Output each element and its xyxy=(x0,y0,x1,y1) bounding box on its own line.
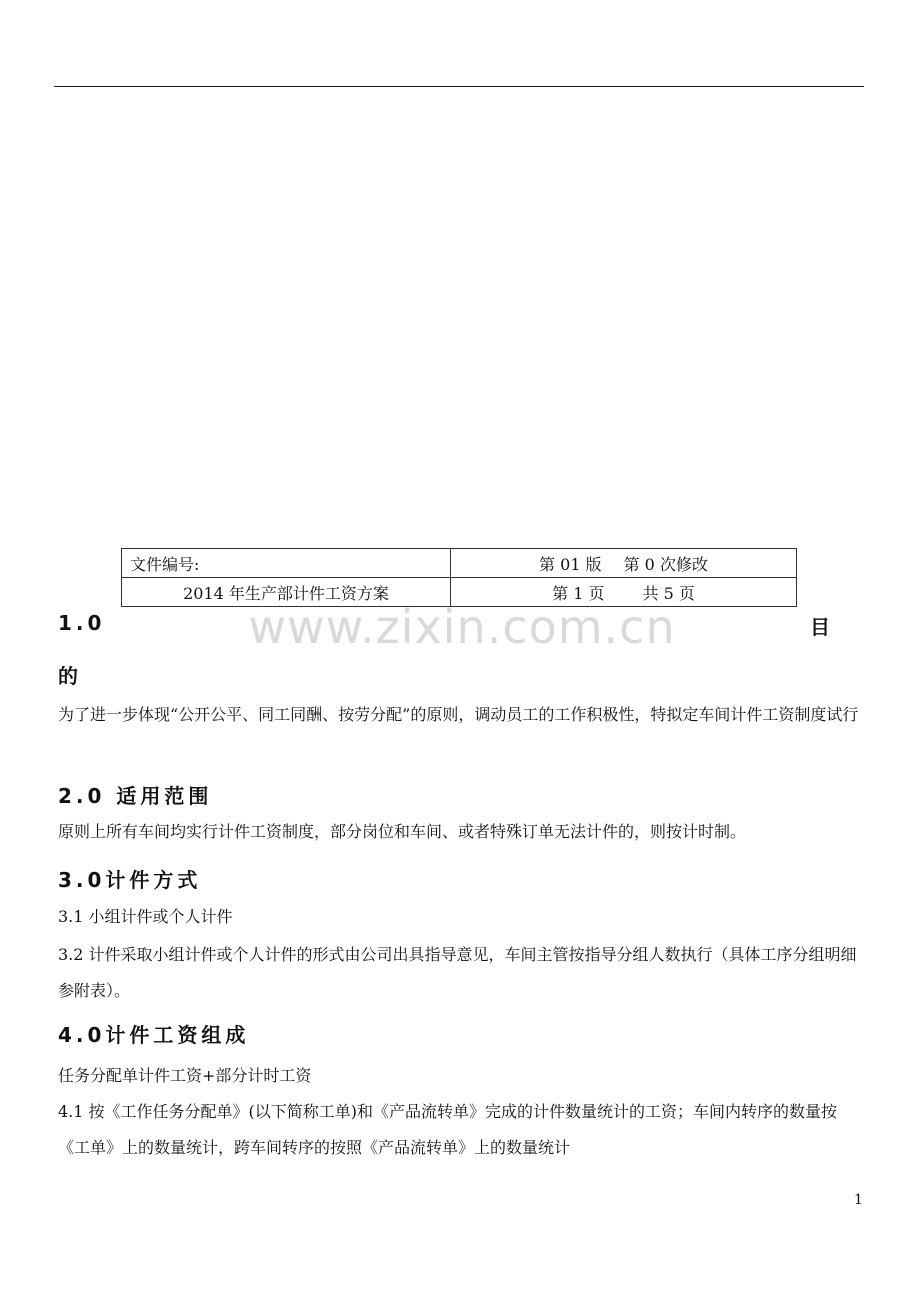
page-number: 1 xyxy=(854,1192,863,1208)
section-3-1: 3.1 小组计件或个人计件 xyxy=(58,907,233,926)
section-1-body: 为了进一步体现“公开公平、同工同酬、按劳分配”的原则，调动员工的工作积极性，特拟定车间计件工资制度试行 xyxy=(58,705,859,724)
version-cell xyxy=(451,549,797,578)
section-2-heading: 2.0 适用范围 xyxy=(58,784,213,808)
watermark: www.zixin.com.cn xyxy=(248,600,676,654)
page-total: 共 5 页 xyxy=(642,583,695,603)
revision-number: 第 0 次修改 xyxy=(623,554,708,574)
header-rule xyxy=(54,86,864,87)
section-1-number: 1.0 xyxy=(58,611,106,635)
section-1-title-part2: 的 xyxy=(58,664,82,688)
section-4-heading: 4.0计件工资组成 xyxy=(58,1023,250,1047)
page-current: 第 1 页 xyxy=(552,583,605,603)
table-row xyxy=(122,549,797,578)
version-number: 第 01 版 xyxy=(539,554,602,574)
section-3-2: 3.2 计件采取小组计件或个人计件的形式由公司出具指导意见，车间主管按指导分组人数执行（具体工序分组明细参附表）。 xyxy=(58,945,857,1000)
section-2-body: 原则上所有车间均实行计件工资制度，部分岗位和车间、或者特殊订单无法计件的，则按计时制。 xyxy=(58,822,747,841)
section-3-heading: 3.0计件方式 xyxy=(58,868,202,892)
document-title: 2014 年生产部计件工资方案 xyxy=(122,578,451,607)
section-1-title-part1: 目 xyxy=(810,615,830,639)
document-info-table xyxy=(121,548,797,607)
doc-number-label: 文件编号: xyxy=(122,549,451,578)
section-4-body: 任务分配单计件工资+部分计时工资 xyxy=(58,1066,312,1085)
section-4-1: 4.1 按《工作任务分配单》(以下简称工单)和《产品流转单》完成的计件数量统计的工资；车间内转序的数量按《工单》上的数量统计，跨车间转序的按照《产品流转单》上的数量统计 xyxy=(58,1102,838,1157)
